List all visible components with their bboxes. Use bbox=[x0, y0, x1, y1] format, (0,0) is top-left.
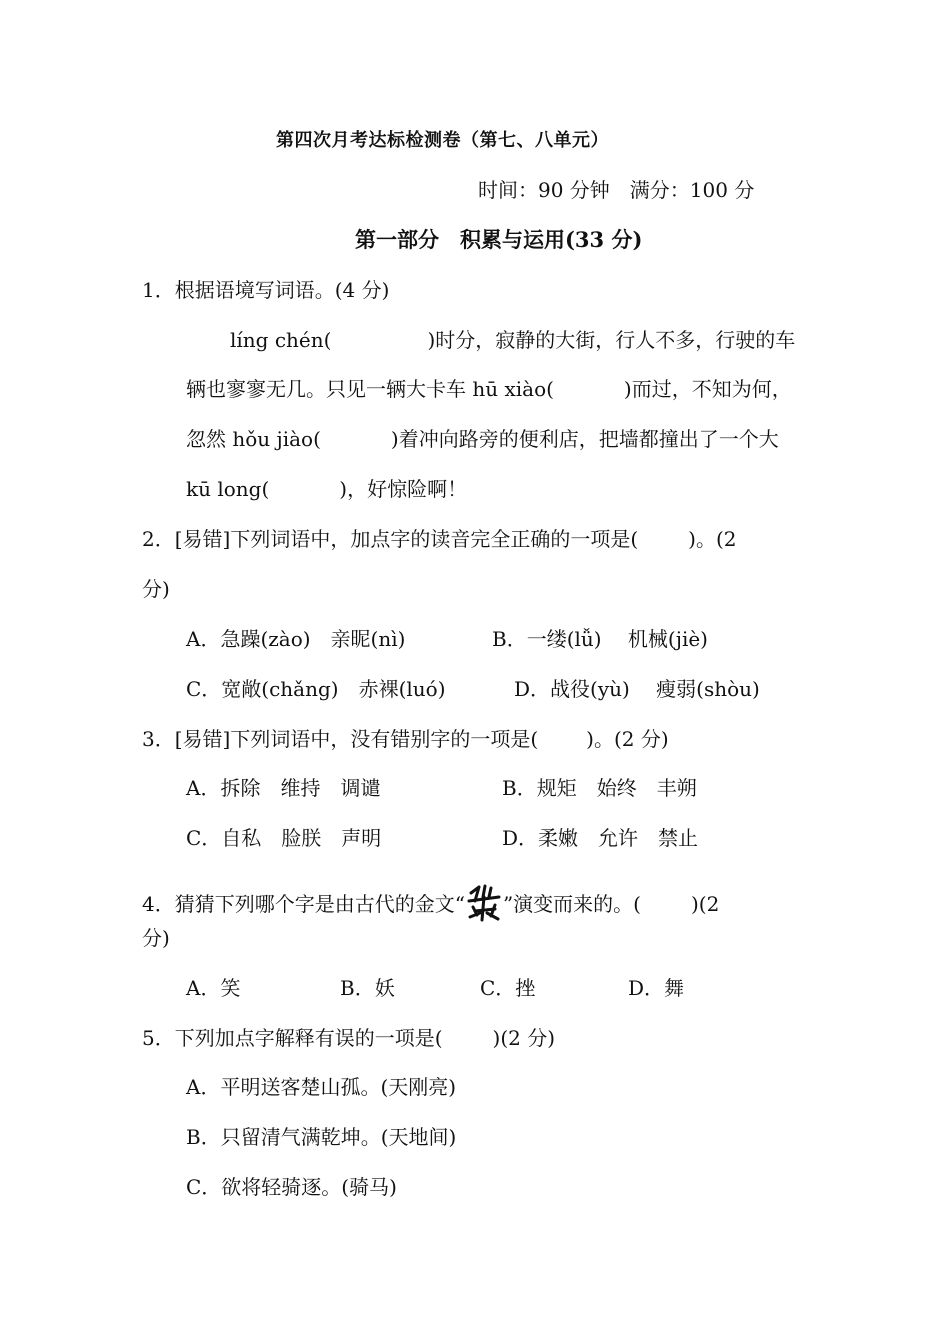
question-4-stem-cont: 分) bbox=[142, 926, 170, 950]
option-a[interactable]: A．拆除 维持 调谴 bbox=[186, 776, 381, 800]
bronze-script-character-icon bbox=[465, 883, 503, 923]
option-c[interactable]: C．自私 脸朕 声明 bbox=[186, 826, 382, 850]
exam-meta: 时间：90 分钟 满分：100 分 bbox=[478, 178, 755, 202]
option-a[interactable]: A．平明送客楚山孤。(天刚亮) bbox=[186, 1075, 457, 1099]
option-b[interactable]: B．规矩 始终 丰朔 bbox=[502, 776, 697, 800]
question-1-line-4 bbox=[186, 476, 467, 502]
q2-text: )。(2 bbox=[688, 527, 737, 551]
option-c[interactable]: C．欲将轻骑逐。(骑马) bbox=[186, 1175, 397, 1199]
option-a[interactable]: A．急躁(zào) 亲昵(nì) bbox=[186, 627, 406, 651]
q3-text: )。(2 分) bbox=[586, 727, 669, 751]
q3-text: 3．[易错]下列词语中，没有错别字的一项是( bbox=[142, 727, 539, 751]
question-1-line-3 bbox=[186, 426, 779, 452]
option-b[interactable]: B．只留清气满乾坤。(天地间) bbox=[186, 1125, 457, 1149]
option-d[interactable]: D．柔嫩 允许 禁止 bbox=[502, 826, 699, 850]
option-d[interactable]: D．战役(yù) 瘦弱(shòu) bbox=[514, 677, 760, 701]
section-heading: 第一部分 积累与运用(33 分) bbox=[355, 227, 643, 252]
question-3-stem bbox=[142, 726, 669, 752]
option-c[interactable]: C．宽敞(chǎng) 赤裸(luó) bbox=[186, 677, 446, 701]
q1-text: kū long( bbox=[186, 477, 270, 501]
q4-text: 4．猜猜下列哪个字是由古代的金文“ bbox=[142, 892, 465, 916]
q1-text: )，好惊险啊！ bbox=[339, 477, 468, 501]
question-1-line-1 bbox=[230, 327, 795, 353]
question-1-line-2 bbox=[186, 376, 792, 402]
q1-text: líng chén( bbox=[230, 328, 332, 352]
question-1-stem: 1．根据语境写词语。(4 分) bbox=[142, 278, 390, 302]
q1-text: 辆也寥寥无几。只见一辆大卡车 hū xiào( bbox=[186, 377, 554, 401]
q1-text: )时分，寂静的大街，行人不多，行驶的车 bbox=[427, 328, 796, 352]
option-b[interactable]: B．妖 bbox=[340, 976, 395, 1000]
q5-text: )(2 分) bbox=[492, 1026, 556, 1050]
q1-text: )着冲向路旁的便利店，把墙都撞出了一个大 bbox=[390, 427, 779, 451]
option-a[interactable]: A．笑 bbox=[186, 976, 241, 1000]
q4-text: )(2 bbox=[690, 892, 720, 916]
option-b[interactable]: B．一缕(lǚ) 机械(jiè) bbox=[492, 627, 708, 651]
exam-title: 第四次月考达标检测卷（第七、八单元） bbox=[276, 130, 609, 151]
question-2-stem bbox=[142, 526, 736, 552]
q2-text: 2．[易错]下列词语中，加点字的读音完全正确的一项是( bbox=[142, 527, 639, 551]
option-c[interactable]: C．挫 bbox=[480, 976, 536, 1000]
q1-text: )而过，不知为何， bbox=[623, 377, 792, 401]
q1-text: 忽然 hǒu jiào( bbox=[186, 427, 321, 451]
q5-text: 5．下列加点字解释有误的一项是( bbox=[142, 1026, 443, 1050]
question-5-stem bbox=[142, 1025, 555, 1051]
question-2-stem-cont: 分) bbox=[142, 577, 170, 601]
question-4-stem bbox=[142, 883, 719, 923]
q4-text: ”演变而来的。( bbox=[502, 892, 641, 916]
option-d[interactable]: D．舞 bbox=[628, 976, 685, 1000]
